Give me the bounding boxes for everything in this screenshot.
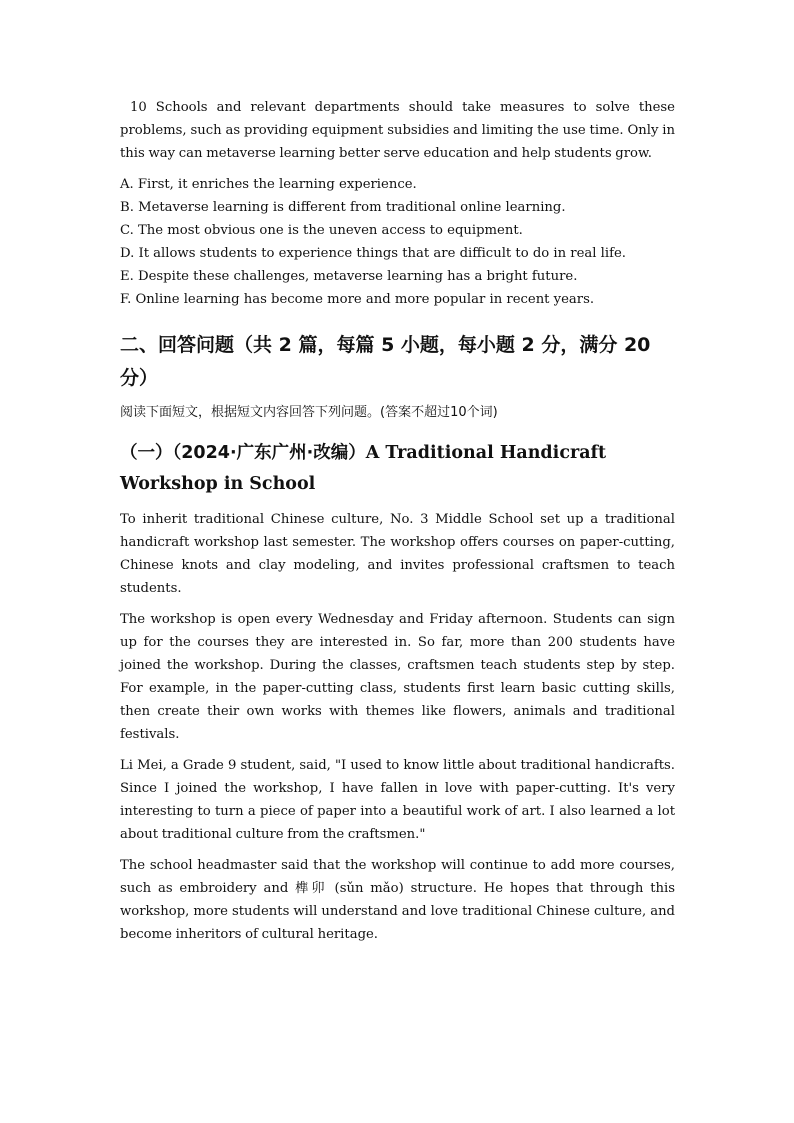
option-b: B. Metaverse learning is different from traditional online learning. [120,200,566,215]
option-a: A. First, it enriches the learning experience. [120,177,417,192]
instruction-text: 阅读下面短文，根据短文内容回答下列问题。(答案不超过10个词) [120,405,498,420]
option-d: D. It allows students to experience things that are difficult to do in real life. [120,246,626,261]
passage-paragraph-4: The school headmaster said that the workshop will continue to add more courses, such as embroidery and 榫卯 (sǔn mǎo) structure. He hopes that through this workshop, more students will understand and love traditional Chinese culture, and become inheritors of cultural heritage. [120,858,675,942]
document-page [120,96,675,954]
option-e: E. Despite these challenges, metaverse learning has a bright future. [120,269,578,284]
option-f: F. Online learning has become more and more popular in recent years. [120,292,595,307]
section-heading: 二、回答问题（共 2 篇，每篇 5 小题，每小题 2 分，满分 20 分） [120,334,651,389]
passage-paragraph-3: Li Mei, a Grade 9 student, said, "I used to know little about traditional handicrafts. Since I joined the workshop, I have fallen in love with paper-cutting. It's very interesting to turn a piece of paper into a beautiful work of art. I also learned a lot about traditional culture from the craftsmen." [120,758,675,842]
option-c: C. The most obvious one is the uneven access to equipment. [120,223,523,238]
passage-title-main: A Traditional Handicraft Workshop in School [120,443,607,494]
passage-title-prefix: （一）（2024·广东广州·改编） [120,443,366,463]
intro-paragraph: 10 Schools and relevant departments should take measures to solve these problems, such as providing equipment subsidies and limiting the use time. Only in this way can metaverse learning better serve education and help students grow. [120,100,675,161]
passage-title [120,438,675,500]
answer-options [120,173,675,311]
passage-paragraph-1: To inherit traditional Chinese culture, No. 3 Middle School set up a traditional handicraft workshop last semester. The workshop offers courses on paper-cutting, Chinese knots and clay modeling, and invites professional craftsmen to teach students. [120,512,675,596]
passage-paragraph-2: The workshop is open every Wednesday and Friday afternoon. Students can sign up for the courses they are interested in. So far, more than 200 students have joined the workshop. During the classes, craftsmen teach students step by step. For example, in the paper-cutting class, students first learn basic cutting skills, then create their own works with themes like flowers, animals and traditional festivals. [120,612,675,742]
